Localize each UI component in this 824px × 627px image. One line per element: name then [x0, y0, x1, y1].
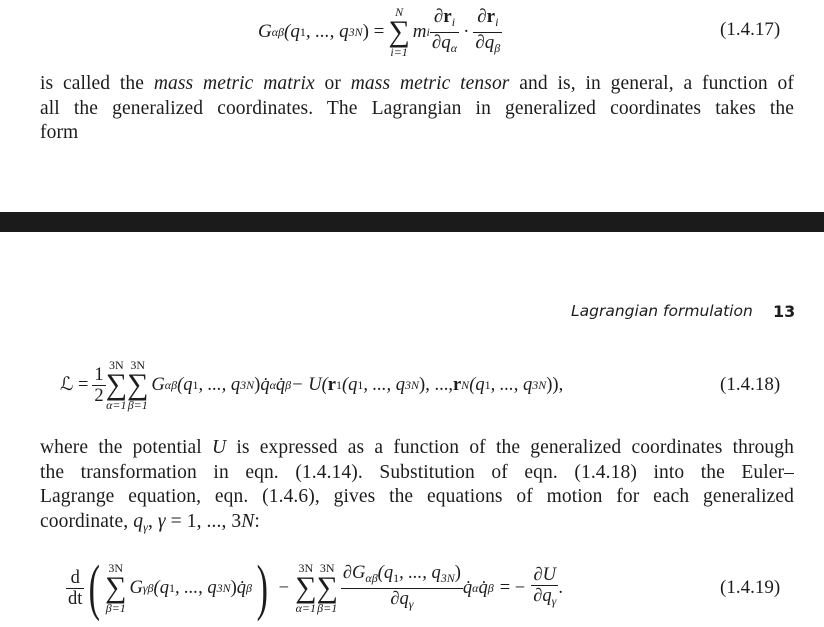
frac-num: 1	[94, 364, 104, 385]
text-run: or	[314, 73, 351, 94]
left-paren: (	[89, 554, 101, 622]
eq-text: , ..., q	[363, 374, 406, 395]
fraction-partial-u	[531, 565, 558, 611]
sum-lower: α=1	[106, 398, 127, 412]
eq-operator: = −	[499, 577, 526, 598]
eq-operator: −	[278, 577, 290, 598]
paragraph-line	[40, 510, 794, 540]
sum-sign: ∑	[295, 571, 317, 604]
eq-text: (q	[341, 374, 358, 395]
text-run: where the potential	[40, 437, 212, 458]
eq-symbol: G	[151, 374, 165, 395]
text-run: ,	[147, 510, 158, 532]
eq-subscript: 3N	[348, 24, 363, 39]
eq-subscript: 3N	[405, 377, 420, 392]
eq-subscript: 1	[192, 377, 199, 392]
eq-text: (q	[153, 577, 169, 598]
sum-upper: 3N	[108, 561, 124, 575]
sum-upper: 3N	[130, 358, 146, 372]
sum-upper: 3N	[298, 561, 314, 575]
lagrangian-symbol: ℒ =	[60, 375, 89, 395]
page-separator	[0, 212, 824, 232]
frac-num: ∂G	[342, 562, 366, 583]
eq-subscript: 1	[357, 377, 364, 392]
frac-den: dt	[68, 588, 83, 609]
frac-den: ∂q	[431, 31, 451, 53]
eq-subscript: i	[495, 14, 499, 29]
sum-lower: β=1	[105, 601, 126, 615]
fraction-time-derivative	[66, 568, 84, 609]
paragraph-potential	[40, 436, 794, 539]
eq-text: , ..., q	[490, 374, 533, 395]
running-header-title: Lagrangian formulation	[571, 302, 753, 320]
eq-subscript: α	[472, 580, 479, 595]
eq-symbol: q̇	[462, 577, 473, 598]
sum-sign: ∑	[316, 571, 338, 604]
equation-1-4-18	[60, 352, 563, 418]
eq-symbol: m	[412, 21, 427, 42]
summation-beta	[127, 359, 148, 411]
eq-symbol: G	[129, 577, 143, 598]
eq-subscript: 3N	[240, 377, 255, 392]
frac-num: ∂r	[433, 5, 452, 27]
summation-alpha	[295, 562, 316, 614]
eq-subscript: 3N	[532, 377, 547, 392]
eq-text: , ..., q	[174, 577, 217, 598]
math-symbol: γ	[157, 510, 166, 532]
frac-num: d	[66, 568, 84, 589]
sum-sign: ∑	[105, 571, 127, 604]
eq-symbol: r	[452, 374, 462, 395]
sum-upper: N	[395, 5, 404, 19]
eq-subscript: β	[487, 580, 494, 595]
eq-symbol: q̇	[275, 374, 286, 395]
frac-num: ∂r	[477, 5, 496, 27]
math-symbol: N	[241, 510, 255, 532]
eq-text: , ..., q	[198, 374, 241, 395]
sum-sign: ∑	[105, 368, 128, 401]
page-number: 13	[773, 302, 796, 321]
eq-symbol: r	[327, 374, 336, 395]
eq-text: (q	[177, 374, 193, 395]
math-symbol: q	[133, 510, 144, 532]
eq-subscript: 3N	[440, 570, 455, 585]
summation-alpha	[106, 359, 127, 411]
eq-text: )),	[546, 374, 564, 395]
eq-subscript: αβ	[271, 24, 285, 39]
paragraph-line	[40, 72, 794, 97]
sum-sign: ∑	[388, 15, 410, 48]
equation-number-1-4-17: (1.4.17)	[720, 19, 781, 40]
paragraph-line	[40, 436, 794, 461]
eq-subscript: α	[450, 40, 458, 55]
emphasis: mass metric matrix	[153, 73, 315, 94]
eq-symbol: G	[258, 21, 272, 42]
eq-subscript: 1	[393, 570, 400, 585]
eq-subscript: N	[461, 377, 470, 392]
sum-lower: i=1	[390, 45, 408, 59]
eq-subscript: 1	[484, 377, 491, 392]
text-run: and is, in general, a function of	[509, 73, 794, 94]
math-symbol: U	[211, 437, 227, 458]
equation-1-4-19	[66, 552, 563, 624]
eq-subscript: γ	[551, 594, 557, 608]
eq-subscript: γβ	[142, 580, 154, 595]
frac-den: ∂q	[475, 31, 495, 53]
summation	[388, 6, 409, 58]
fraction	[473, 7, 502, 58]
summation-beta-2	[316, 562, 337, 614]
sum-upper: 3N	[319, 561, 335, 575]
eq-text: (q	[377, 562, 394, 583]
eq-subscript: γ	[408, 596, 414, 611]
eq-subscript: i	[426, 24, 430, 39]
sum-upper: 3N	[109, 358, 124, 372]
text-run: is called the	[40, 73, 154, 94]
eq-text: ) =	[362, 21, 385, 42]
eq-symbol: q̇	[478, 577, 488, 598]
eq-subscript: β	[494, 40, 501, 55]
eq-text: − U(	[291, 374, 328, 395]
eq-subscript: β	[285, 377, 292, 392]
equation-number-1-4-19: (1.4.19)	[720, 577, 781, 598]
eq-subscript: αβ	[365, 570, 378, 585]
frac-den: ∂q	[390, 588, 409, 609]
eq-subscript: i	[451, 14, 456, 29]
eq-subscript: 1	[335, 377, 342, 392]
text-run: coordinate,	[40, 510, 134, 532]
sum-sign: ∑	[127, 368, 149, 401]
eq-subscript: α	[269, 377, 276, 392]
paragraph-line: Lagrange equation, eqn. (1.4.6), gives the equations of motion for each generalized	[40, 486, 794, 507]
eq-text: ), ...,	[419, 374, 453, 395]
text-run: :	[254, 510, 260, 532]
fraction-half	[92, 365, 105, 406]
eq-text: .	[558, 577, 563, 598]
eq-text: , ..., q	[399, 562, 441, 583]
sum-lower: β=1	[317, 601, 338, 615]
eq-text: , ..., q	[305, 21, 349, 42]
eq-subscript: γ	[143, 519, 148, 534]
paragraph-line: all the generalized coordinates. The Lagrangian in generalized coordinates takes the	[40, 97, 794, 119]
eq-text: (q	[469, 374, 485, 395]
eq-text: (q	[284, 21, 300, 42]
emphasis: mass metric tensor	[350, 73, 510, 94]
eq-text: )	[230, 577, 237, 598]
frac-den: 2	[94, 385, 104, 406]
sum-lower: β=1	[127, 398, 148, 412]
equation-1-4-17	[258, 0, 502, 64]
eq-text: )	[254, 374, 261, 395]
eq-subscript: β	[246, 580, 252, 595]
fraction-partial-g	[341, 563, 463, 614]
right-paren: )	[256, 554, 269, 622]
frac-den: ∂q	[533, 586, 552, 606]
eq-text: )	[454, 562, 461, 583]
text-run: is expressed as a function of the generalized coordinates through	[226, 437, 794, 458]
eq-subscript: 1	[168, 580, 175, 595]
eq-symbol: q̇	[260, 374, 270, 395]
text-run: = 1, ..., 3	[165, 510, 242, 532]
summation-beta	[105, 562, 126, 614]
eq-subscript: 1	[299, 24, 306, 39]
paragraph-mass-metric	[40, 72, 794, 146]
paragraph-line: the transformation in eqn. (1.4.14). Substitution of eqn. (1.4.18) into the Euler–	[40, 461, 794, 483]
frac-num: ∂U	[531, 565, 558, 586]
eq-operator: ·	[463, 21, 470, 42]
fraction	[430, 7, 459, 58]
eq-symbol: q̇	[236, 577, 247, 598]
equation-number-1-4-18: (1.4.18)	[720, 374, 781, 395]
sum-lower: α=1	[295, 601, 316, 615]
eq-subscript: αβ	[164, 377, 178, 392]
paragraph-line: form	[40, 122, 79, 143]
eq-subscript: 3N	[216, 580, 231, 595]
